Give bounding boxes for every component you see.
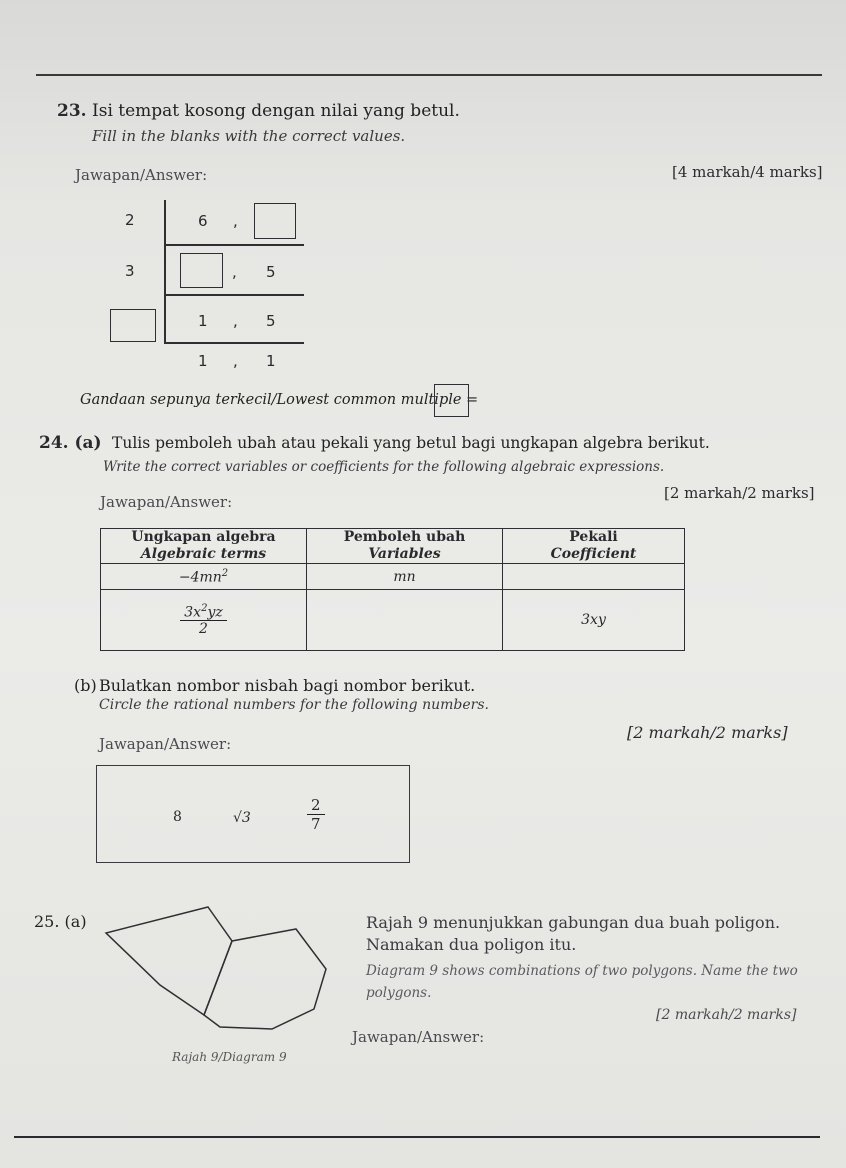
term-fraction [180, 603, 226, 638]
ladder-hline-2 [164, 294, 304, 296]
number-option-fraction[interactable] [307, 796, 325, 833]
number-option-sqrt3[interactable]: √3 [233, 810, 251, 826]
q23-number: 23. [57, 101, 87, 121]
header-en: Variables [368, 546, 441, 562]
q24b-instruction-en: Circle the rational numbers for the following numbers. [99, 697, 489, 713]
number-option-8[interactable]: 8 [173, 809, 182, 825]
ladder-blank-r1[interactable] [254, 203, 296, 239]
header-en: Algebraic terms [140, 546, 267, 562]
ladder-divisor-2: 3 [125, 262, 135, 280]
table-row [101, 564, 685, 590]
q23-instruction-en: Fill in the blanks with the correct values. [92, 127, 406, 145]
pentagon-shape [106, 907, 232, 1015]
ladder-hline-1 [164, 244, 304, 246]
fraction-denominator: 2 [199, 621, 208, 638]
table-row [101, 590, 685, 651]
header-coefficient [503, 529, 685, 564]
header-en: Coefficient [550, 546, 637, 562]
ladder-vertical-line [164, 200, 166, 343]
q25-instruction-ms-text: Rajah 9 menunjukkan gabungan dua buah poligon. Namakan dua poligon itu. [366, 913, 781, 954]
header-algebraic-terms [101, 529, 307, 564]
q23-instruction-ms: Isi tempat kosong dengan nilai yang betul. [92, 101, 460, 121]
ladder-r1-value: 6 [198, 212, 208, 230]
fraction-numerator: 2 [307, 796, 325, 815]
header-ms: Pekali [569, 529, 618, 545]
header-ms: Ungkapan algebra [131, 529, 276, 545]
term-base: −4mn [178, 569, 222, 586]
q24b-instruction-ms: Bulatkan nombor nisbah bagi nombor berikut. [99, 676, 476, 695]
ladder-r1-comma: , [233, 212, 238, 230]
q24b-label: (b) [74, 676, 97, 695]
coefficient-value: 3xy [581, 612, 606, 628]
ladder-r4-value-a: 1 [198, 352, 208, 370]
ladder-r3-value-b: 5 [266, 312, 276, 330]
heptagon-shape [204, 929, 326, 1029]
q25-instruction-ms [366, 912, 806, 956]
ladder-r3-value-a: 1 [198, 312, 208, 330]
q25-answer-label: Jawapan/Answer: [352, 1028, 485, 1046]
lcm-label: Gandaan sepunya terkecil/Lowest common multiple = [80, 392, 479, 408]
ladder-r4-value-b: 1 [266, 352, 276, 370]
q24-answer-label: Jawapan/Answer: [100, 493, 233, 511]
q24-instruction-en: Write the correct variables or coefficients for the following algebraic expressions. [103, 459, 665, 475]
variables-value: mn [393, 568, 416, 585]
coefficient-cell[interactable] [503, 564, 685, 590]
ladder-r2-value: 5 [266, 263, 276, 281]
variables-cell[interactable] [307, 590, 503, 651]
header-ms: Pemboleh ubah [343, 529, 466, 545]
ladder-r4-comma: , [233, 352, 238, 370]
ladder-r3-comma: , [233, 312, 238, 330]
fraction-num-base: 3x [184, 604, 202, 621]
q25-instruction-en [366, 960, 806, 1004]
ladder-divisor-1: 2 [125, 211, 135, 229]
header-variables [307, 529, 503, 564]
ladder-blank-divisor[interactable] [110, 309, 156, 342]
q24b-answer-label: Jawapan/Answer: [99, 735, 232, 753]
term-exponent: 2 [221, 567, 229, 579]
algebra-table [100, 528, 685, 651]
ladder-hline-3 [164, 342, 304, 344]
q24-instruction-ms: Tulis pemboleh ubah atau pekali yang betul bagi ungkapan algebra berikut. [112, 434, 710, 452]
q25-instruction-en-text: Diagram 9 shows combinations of two polygons. Name the two polygons. [366, 963, 798, 1001]
term-cell [101, 564, 307, 590]
variables-cell [307, 564, 503, 590]
fraction-num-exp: 2 [201, 602, 208, 614]
diagram-caption: Rajah 9/Diagram 9 [172, 1050, 287, 1064]
polygon-diagram [100, 905, 350, 1035]
rational-numbers-box [96, 765, 410, 863]
q23-marks: [4 markah/4 marks] [672, 163, 823, 181]
term-cell [101, 590, 307, 651]
q23-answer-label: Jawapan/Answer: [75, 166, 208, 184]
lcm-answer-box[interactable] [434, 384, 469, 417]
q25-number: 25. (a) [34, 912, 87, 931]
ladder-blank-r2[interactable] [180, 253, 223, 288]
q24b-marks: [2 markah/2 marks] [627, 723, 788, 742]
fraction-denominator: 7 [311, 815, 321, 833]
q24-number: 24. (a) [39, 433, 102, 453]
top-rule [36, 74, 822, 76]
coefficient-cell [503, 590, 685, 651]
table-header-row [101, 529, 685, 564]
bottom-rule [14, 1136, 820, 1138]
ladder-r2-comma: , [232, 263, 237, 281]
q24-marks: [2 markah/2 marks] [664, 484, 815, 502]
q25-marks: [2 markah/2 marks] [656, 1007, 797, 1023]
fraction-num-tail: yz [207, 604, 223, 621]
